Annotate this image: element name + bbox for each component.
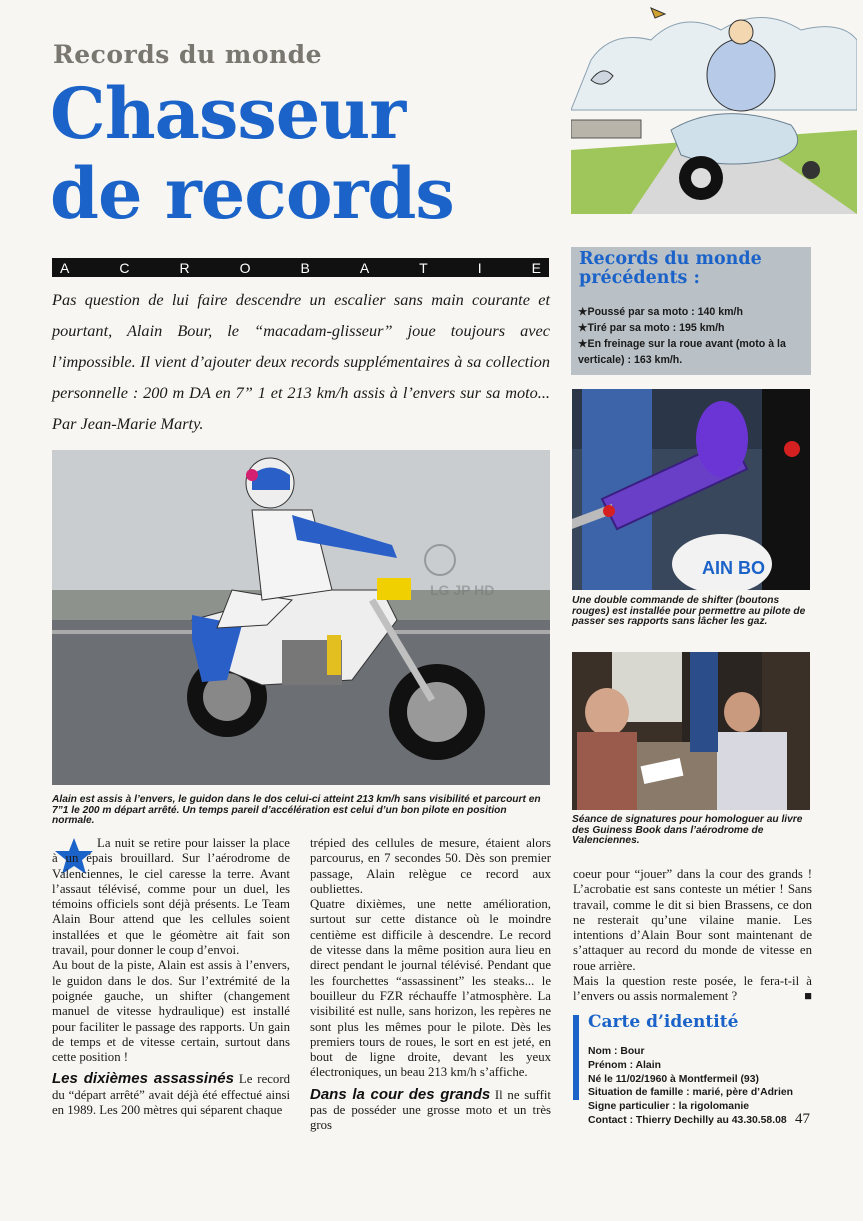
body-paragraph — [573, 974, 812, 1005]
identity-accent-rule — [573, 1015, 579, 1100]
identity-list — [588, 1045, 793, 1128]
section-letter: E — [531, 259, 541, 276]
shifter-photo — [572, 389, 810, 590]
main-photo-caption: Alain est assis à l’envers, le guidon dans le dos celui-ci atteint 213 km/h sans visibilité et parcourt en 7”1 le 200 m départ arrêté. Un temps pareil d’accélération est celui d’un bon pilote en position normale. — [52, 794, 541, 826]
main-photo — [52, 450, 550, 785]
body-paragraph — [52, 1071, 290, 1118]
kicker: Records du monde — [53, 40, 323, 69]
watermark-text: LG JP HD — [430, 582, 495, 598]
shifter-photo-caption: Une double commande de shifter (boutons rouges) est installée pour permettre au pilote de passer ses rapports sans lâcher les gaz. — [572, 595, 806, 627]
records-box-list — [578, 304, 810, 368]
record-item: ★En freinage sur la roue avant (moto à la verticale) : 163 km/h. — [578, 338, 786, 366]
records-box-title: Records du monde précédents : — [579, 249, 762, 288]
section-letter: A — [359, 259, 370, 276]
identity-item: Situation de famille : marié, père d’Adrien — [588, 1087, 793, 1099]
body-paragraph: La nuit se retire pour laisser la place à un épais brouillard. Sur l’aérodrome de Valenciennes, le ciel caresse la terre. Avant l’assaut télévisé, comme pour un duel, les témoins officiels sont déjà présents. Le Team Alain Bour attend que les cellules soient installées et que le géomètre ait fait son travail, pour donner le coup d’envoi. — [52, 836, 290, 958]
section-letter: A — [60, 259, 70, 276]
body-paragraph: Quatre dixièmes, une nette amélioration, surtout sur cette distance où le moindre centième est difficile à descendre. Le record de vitesse dans la même position aura lieu en direct pendant le journal télévisé. Pendant que les fourchettes “assassinent” les steaks... le bouilleur du FZR réchauffe l’atmosphère. La visibilité est nulle, sans horizon, les repères ne sont plus les mêmes pour le pilote. Dès les premiers tours de roues, le sort en est jeté, en bout de ligne droite, devant les yeux électroniques, un beau 213 km/h s’affiche. — [310, 897, 551, 1080]
headline-line-1: Chasseur — [50, 72, 406, 155]
record-item: ★Poussé par sa moto : 140 km/h — [578, 306, 743, 318]
identity-item: Prénom : Alain — [588, 1059, 661, 1071]
identity-title: Carte d’identité — [588, 1012, 739, 1032]
section-letter: B — [300, 259, 310, 276]
section-letter: R — [179, 259, 190, 276]
identity-item: Signe particulier : la rigolomanie — [588, 1101, 750, 1113]
cartoon-illustration — [571, 0, 857, 214]
subheading: Les dixièmes assassinés — [52, 1070, 234, 1088]
subheading: Dans la cour des grands — [310, 1085, 491, 1103]
section-bar — [52, 258, 549, 277]
headline — [50, 74, 454, 234]
headline-line-2: de records — [50, 152, 454, 235]
body-paragraph — [310, 1087, 551, 1134]
body-column-3 — [573, 867, 812, 1005]
section-letter: O — [239, 259, 251, 276]
identity-item: Nom : Bour — [588, 1046, 645, 1057]
identity-item: Contact : Thierry Dechilly au 43.30.58.08 — [588, 1114, 787, 1126]
body-text: Mais la question reste posée, le fera-t-il à l’envers ou assis normalement ? — [573, 974, 812, 1004]
lead-paragraph: Pas question de lui faire descendre un escalier sans main courante et pourtant, Alain Bour, le “macadam-glisseur” joue toujours avec l’impossible. Il vient d’ajouter deux records supplémentaires à sa collection personnelle : 200 m DA en 7” 1 et 213 km/h assis à l’envers sur sa moto... Par Jean-Marie Marty. — [52, 290, 550, 433]
identity-item: Né le 11/02/1960 à Montfermeil (93) — [588, 1073, 759, 1085]
section-letter: T — [419, 259, 428, 276]
section-letter: I — [477, 259, 482, 276]
body-column-1 — [52, 836, 290, 1118]
body-text: Le record du “départ arrêté” avait déjà été effectué ainsi en 1989. Les 200 mètres qui séparent chaque — [52, 1072, 290, 1118]
section-letter: C — [119, 259, 130, 276]
end-mark: ■ — [804, 989, 812, 1004]
page-number: 47 — [795, 1111, 810, 1127]
body-text: Il ne suffit pas de posséder une grosse moto et un très gros — [310, 1087, 551, 1133]
signing-photo — [572, 652, 810, 810]
body-paragraph: coeur pour “jouer” dans la cour des grands ! L’acrobatie est sans conteste un métier ! Sans travail, comme le dit si bien Brassens, ce don ne resterait qu’une vilaine manie. Les intentions d’Alain Bour sont maintenant de s’attaquer au record du monde de vitesse en roue arrière. — [573, 867, 812, 973]
body-paragraph: trépied des cellules de mesure, étaient alors parcourus, en 7 secondes 50. Dès son premier passage, Alain relègue ce record aux oubliettes. — [310, 836, 551, 896]
record-item: ★Tiré par sa moto : 195 km/h — [578, 322, 725, 334]
body-paragraph: Au bout de la piste, Alain est assis à l’envers, le guidon dans le dos. Sur l’extrémité de la poignée gauche, un shifter (changement manuel de vitesse hydraulique) est installé pour faciliter le passage des rapports. Un gain de temps et de vitesse certain, surtout dans cette position ! — [52, 958, 290, 1065]
svg-text:AIN BO: AIN BO — [702, 558, 765, 578]
signing-photo-caption: Séance de signatures pour homologuer au livre des Guiness Book dans l’aérodrome de Valenciennes. — [572, 814, 803, 846]
body-column-2 — [310, 836, 551, 1134]
